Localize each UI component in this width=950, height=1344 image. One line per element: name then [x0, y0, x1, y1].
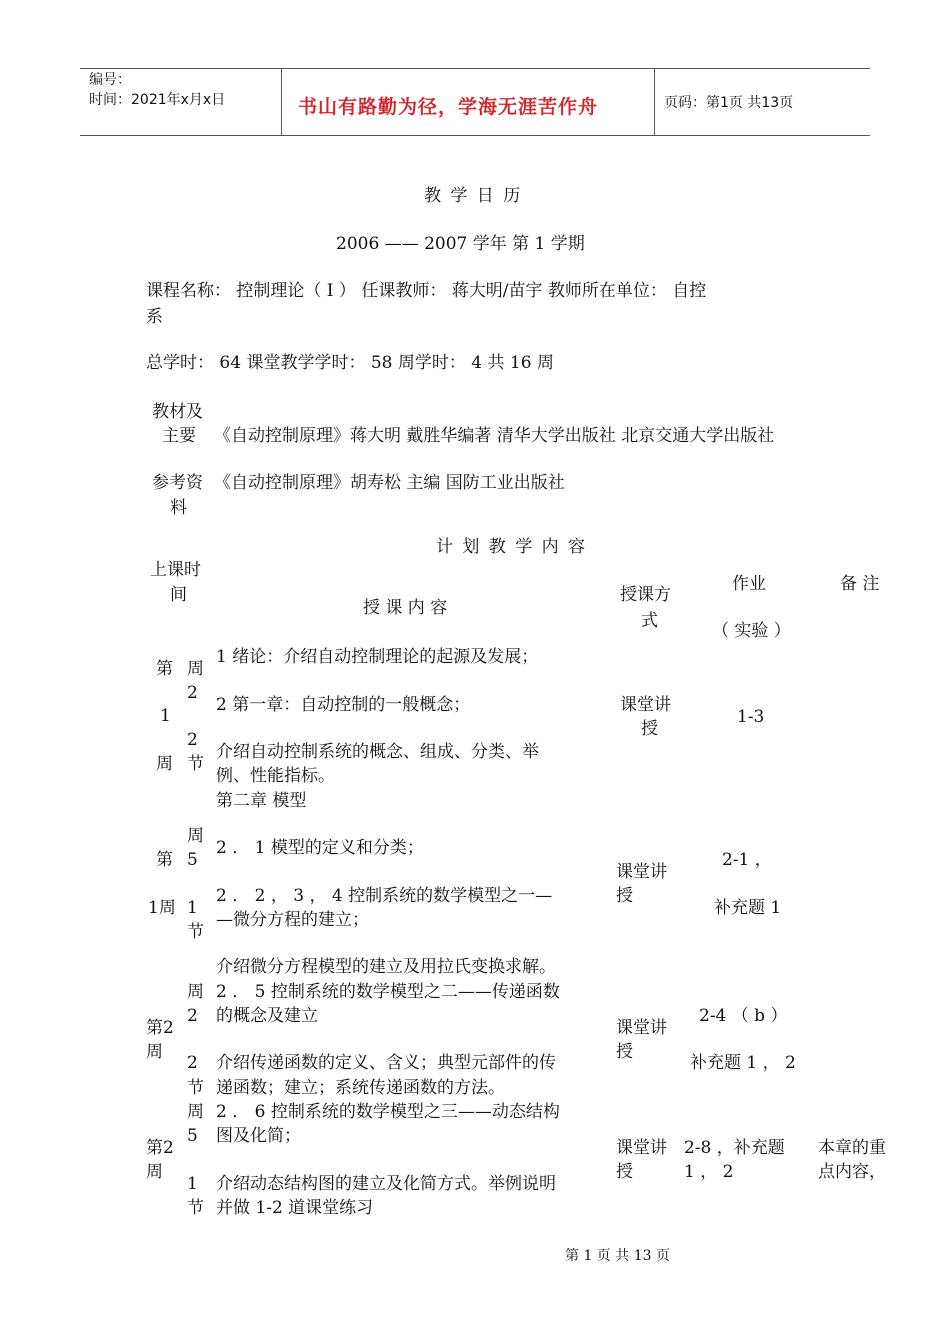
table-row-4-content-2: 图及化简； [216, 1126, 301, 1146]
col-header-method-2: 式 [641, 611, 658, 631]
table-row-4-content-3: 介绍动态结构图的建立及化简方式。举例说明 [216, 1174, 556, 1194]
table-row-2-homework-1: 2-1 ， [722, 850, 772, 870]
table-row-1-period-b: 2 [187, 683, 198, 703]
table-row-4-remark-1: 本章的重 [818, 1138, 886, 1158]
table-row-1-week-a: 第 [156, 659, 173, 679]
header-divider-right [654, 68, 655, 136]
col-header-method-1: 授课方 [620, 585, 671, 605]
table-row-1-period-a: 周 [187, 659, 204, 679]
header-divider-left [281, 68, 282, 136]
table-row-4-content-4: 并做 1-2 道课堂练习 [216, 1198, 374, 1218]
table-row-4-week-b: 周 [146, 1162, 163, 1182]
table-row-1-method-1: 课堂讲 [620, 695, 671, 715]
table-row-3-period-d: 节 [187, 1078, 204, 1098]
col-header-time-1: 上课时 [150, 560, 201, 580]
document-title: 教 学 日 历 [424, 186, 523, 206]
table-row-4-period-b: 5 [187, 1126, 198, 1146]
col-header-time-2: 间 [170, 585, 187, 605]
table-row-3-period-c: 2 [187, 1053, 198, 1073]
table-row-1-week-b: 1 [160, 706, 171, 726]
table-row-1-content-2: 2 第一章：自动控制的一般概念； [216, 695, 471, 715]
table-row-3-content-2: 的概念及建立 [216, 1006, 318, 1026]
table-row-4-homework-1: 2-8 ，补充题 [684, 1138, 785, 1158]
table-row-3-method-2: 授 [616, 1042, 633, 1062]
table-row-3-method-1: 课堂讲 [616, 1018, 667, 1038]
table-row-4-week-a: 第2 [146, 1138, 174, 1158]
table-row-3-period-a: 周 [187, 982, 204, 1002]
table-row-1-week-c: 周 [156, 754, 173, 774]
table-row-2-content-1: 2 ． 1 模型的定义和分类； [216, 838, 424, 858]
table-row-1-content-5: 第二章 模型 [216, 791, 307, 811]
textbook-label-2: 主要 [162, 426, 196, 446]
table-row-3-homework-1: 2-4 （ b ） [699, 1006, 788, 1026]
hours-line: 总学时： 64 课堂教学学时： 58 周学时： 4 共 16 周 [146, 353, 554, 373]
reference-label-2: 料 [170, 498, 187, 518]
table-row-3-week-b: 周 [146, 1042, 163, 1062]
table-row-2-content-2: 2 ． 2 ， 3 ， 4 控制系统的数学模型之一— [216, 886, 553, 906]
course-info-line2: 系 [146, 307, 163, 327]
textbook-label-1: 教材及 [152, 402, 203, 422]
table-row-3-content-4: 递函数；建立；系统传递函数的方法。 [216, 1078, 505, 1098]
term-line: 2006 —— 2007 学年 第 1 学期 [336, 234, 585, 254]
table-row-2-period-d: 节 [187, 922, 204, 942]
table-row-2-content-4: 介绍微分方程模型的建立及用拉氏变换求解。 [216, 957, 556, 977]
reference-value: 《自动控制原理》胡寿松 主编 国防工业出版社 [214, 473, 565, 493]
table-row-2-period-b: 5 [187, 850, 198, 870]
table-row-1-content-3: 介绍自动控制系统的概念、组成、分类、举 [216, 742, 539, 762]
table-row-4-remark-2: 点内容， [818, 1162, 886, 1182]
table-row-4-method-2: 授 [616, 1162, 633, 1182]
table-row-2-week-b: 1周 [148, 898, 176, 918]
col-header-lab: （ 实验 ） [712, 621, 791, 641]
footer-page-number: 第 1 页 共 13 页 [565, 1248, 670, 1264]
course-info-line1: 课程名称： 控制理论（ Ⅰ ） 任课教师： 蒋大明/苗宇 教师所在单位： 自控 [146, 281, 707, 301]
plan-title: 计 划 教 学 内 容 [436, 537, 588, 557]
header-bottom-rule [80, 135, 870, 136]
table-row-4-content-1: 2 ． 6 控制系统的数学模型之三——动态结构 [216, 1102, 560, 1122]
table-row-2-method-2: 授 [616, 886, 633, 906]
header-time: 时间：2021年x月x日 [89, 92, 226, 108]
table-row-3-homework-2: 补充题 1 ， 2 [690, 1053, 796, 1073]
table-row-1-method-2: 授 [641, 719, 658, 739]
table-row-4-period-d: 节 [187, 1198, 204, 1218]
table-row-2-period-c: 1 [187, 898, 198, 918]
table-row-3-content-1: 2 ． 5 控制系统的数学模型之二——传递函数 [216, 982, 560, 1002]
table-row-1-homework: 1-3 [737, 707, 765, 727]
col-header-homework: 作业 [732, 574, 766, 594]
table-row-2-week-a: 第 [156, 850, 173, 870]
textbook-value: 《自动控制原理》蒋大明 戴胜华编著 清华大学出版社 北京交通大学出版社 [214, 426, 775, 446]
table-row-4-period-c: 1 [187, 1174, 198, 1194]
table-row-3-week-a: 第2 [146, 1018, 174, 1038]
table-row-3-period-b: 2 [187, 1006, 198, 1026]
table-row-2-method-1: 课堂讲 [616, 862, 667, 882]
table-row-2-homework-2: 补充题 1 [714, 898, 782, 918]
header-top-rule [80, 68, 870, 69]
table-row-2-period-a: 周 [187, 826, 204, 846]
table-row-1-content-4: 例、性能指标。 [216, 766, 335, 786]
reference-label-1: 参考资 [152, 473, 203, 493]
table-row-4-period-a: 周 [187, 1102, 204, 1122]
col-header-remark: 备 注 [840, 574, 880, 594]
col-header-content: 授 课 内 容 [363, 598, 448, 618]
table-row-1-period-c: 2 [187, 730, 198, 750]
table-row-3-content-3: 介绍传递函数的定义、含义；典型元部件的传 [216, 1053, 556, 1073]
table-row-1-period-d: 节 [187, 754, 204, 774]
table-row-4-homework-2: 1 ， 2 [684, 1162, 734, 1182]
header-serial: 编号： [89, 72, 131, 88]
table-row-4-method-1: 课堂讲 [616, 1138, 667, 1158]
table-row-2-content-3: —微分方程的建立； [216, 910, 369, 930]
header-motto: 书山有路勤为径，学海无涯苦作舟 [298, 96, 599, 118]
header-page-number: 页码：第1页 共13页 [664, 95, 794, 111]
table-row-1-content-1: 1 绪论：介绍自动控制理论的起源及发展； [216, 647, 539, 667]
